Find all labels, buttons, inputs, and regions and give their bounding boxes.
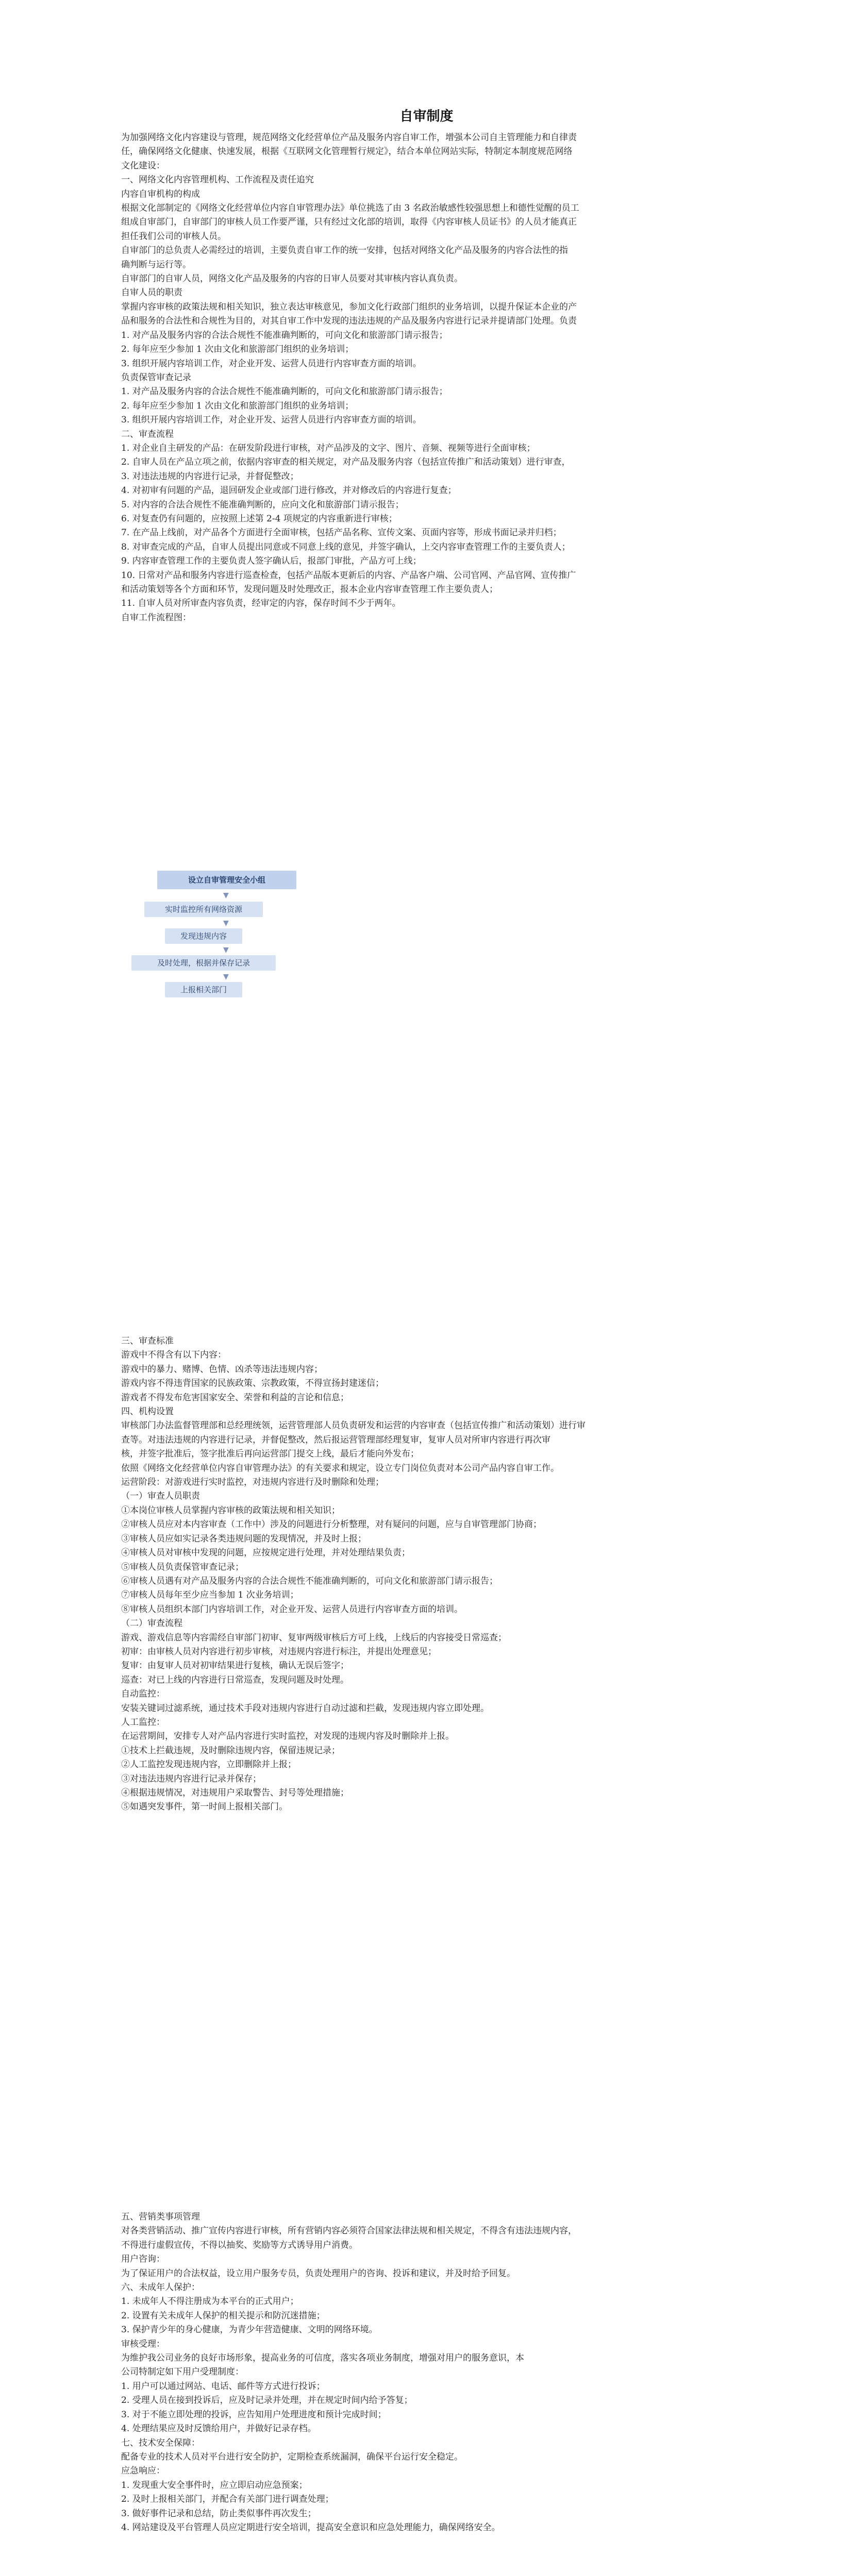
- section-1-text: [121, 131, 732, 625]
- text-line: 7. 在产品上线前，对产品各个方面进行全面审核，包括产品名称、宣传文案、页面内容等，形成书面记录并归档；: [121, 528, 562, 538]
- text-line: 确判断与运行等。: [121, 259, 191, 270]
- text-line: 为加强网络文化内容建设与管理，规范网络文化经营单位产品及服务内容自审工作，增强本公司自主管理能力和自律责: [121, 132, 577, 143]
- text-line: 掌握内容审核的政策法规和相关知识，独立表达审核意见，参加文化行政部门组织的业务培训，以提升保证本企业的产: [121, 301, 577, 312]
- text-line: 游戏、游戏信息等内容需经自审部门初审、复审两级审核后方可上线，上线后的内容接受日常巡查；: [121, 1632, 507, 1643]
- text-line: 自动监控：: [121, 1689, 165, 1700]
- text-line: ①本岗位审核人员掌握内容审核的政策法规和相关知识；: [121, 1505, 340, 1516]
- text-line: 内容自审机构的构成: [121, 189, 200, 199]
- text-line: 公司特制定如下用户受理制度：: [121, 2367, 244, 2378]
- text-line: 11. 自审人员对所审查内容负责，经审定的内容，保存时间不少于两年。: [121, 598, 401, 609]
- flow-arrow-icon: ▼: [223, 891, 229, 900]
- text-line: 4. 网站建设及平台管理人员应定期进行安全培训，提高安全意识和应急处理能力，确保网络安全。: [121, 2522, 500, 2533]
- text-line: 自审部门的自审人员，网络文化产品及服务的内容的日审人员要对其审核内容认真负责。: [121, 274, 463, 284]
- text-line: 自审部门的总负责人必需经过的培训，主要负责自审工作的统一安排，包括对网络文化产品及服务的内容合法性的指: [121, 245, 568, 256]
- text-line: 2. 自审人员在产品立项之前，依据内容审查的相关规定，对产品及服务内容（包括宣传推广和活动策划）进行审查，: [121, 457, 571, 468]
- flow-arrow-icon: ▼: [223, 946, 229, 954]
- text-line: 为维护我公司业务的良好市场形象，提高业务的可信度，落实各项业务制度，增强对用户的服务意识，本: [121, 2353, 524, 2364]
- document-body-part-2: [121, 1334, 732, 1815]
- text-line: 文化建设：: [121, 160, 165, 171]
- flowchart-step-3: 及时处理，根据并保存记录: [131, 955, 276, 971]
- text-line: 七、技术安全保障：: [121, 2437, 200, 2448]
- text-line: 审核部门办法监督管理部和总经理统领，运营管理部人员负责研发和运营的内容审查（包括宣传推广和活动策划）进行审: [121, 1420, 586, 1431]
- text-line: ②审核人员应对本内容审查（工作中）涉及的问题进行分析整理，对有疑问的问题，应与自审管理部门协商；: [121, 1519, 542, 1530]
- text-line: 2. 每年应至少参加 1 次由文化和旅游部门组织的业务培训；: [121, 400, 354, 411]
- text-line: ⑥审核人员遇有对产品及服务内容的合法合规性不能准确判断的，可向文化和旅游部门请示报告；: [121, 1575, 498, 1586]
- text-line: 1. 发现重大安全事件时，应立即启动应急预案；: [121, 2480, 308, 2490]
- text-line: 3. 组织开展内容培训工作，对企业开发、运营人员进行内容审查方面的培训。: [121, 415, 422, 426]
- text-line: 1. 对产品及服务内容的合法合规性不能准确判断的，可向文化和旅游部门请示报告；: [121, 330, 448, 341]
- text-line: 自审人员的职责: [121, 287, 182, 298]
- text-line: 自审工作流程图：: [121, 612, 191, 623]
- text-line: 为了保证用户的合法权益，设立用户服务专员，负责处理用户的咨询、投诉和建议，并及时给予回复。: [121, 2268, 515, 2279]
- text-line: 9. 内容审查管理工作的主要负责人签字确认后，报部门审批，产品方可上线；: [121, 556, 422, 567]
- text-line: 五、营销类事项管理: [121, 2212, 200, 2222]
- flow-arrow-icon: ▼: [223, 919, 229, 927]
- text-line: 对各类营销活动、推广宣传内容进行审核，所有营销内容必须符合国家法律法规和相关规定，不得含有违法违规内容，: [121, 2226, 577, 2236]
- text-line: 初审：由审核人员对内容进行初步审核，对违规内容进行标注，并提出处理意见；: [121, 1646, 437, 1657]
- text-line: 5. 对内容的合法合规性不能准确判断的，应向文化和旅游部门请示报告；: [121, 499, 404, 510]
- text-line: 不得进行虚假宣传，不得以抽奖、奖励等方式诱导用户消费。: [121, 2240, 358, 2250]
- text-line: 游戏中的暴力、赌博、色情、凶杀等违法违规内容；: [121, 1364, 323, 1375]
- text-line: ⑤如遇突发事件，第一时间上报相关部门。: [121, 1802, 288, 1812]
- text-line: ⑧审核人员组织本部门内容培训工作，对企业开发、运营人员进行内容审查方面的培训。: [121, 1604, 463, 1615]
- text-line: 1. 对产品及服务内容的合法合规性不能准确判断的，可向文化和旅游部门请示报告；: [121, 386, 448, 397]
- text-line: 安装关键词过滤系统，通过技术手段对违规内容进行自动过滤和拦截，发现违规内容立即处理。: [121, 1703, 489, 1714]
- text-line: 2. 及时上报相关部门，并配合有关部门进行调查处理；: [121, 2494, 334, 2505]
- text-line: 1. 未成年人不得注册成为本平台的正式用户；: [121, 2296, 299, 2307]
- text-line: 3. 对违法违规的内容进行记录，并督促整改；: [121, 471, 299, 482]
- flowchart-step-4: 上报相关部门: [165, 982, 242, 997]
- text-line: 配备专业的技术人员对平台进行安全防护，定期检查系统漏洞，确保平台运行安全稳定。: [121, 2451, 463, 2462]
- review-flowchart: [121, 871, 389, 1056]
- flowchart-step-2: 发现违规内容: [165, 928, 242, 944]
- text-line: 组成自审部门，自审部门的审核人员工作要严谨，只有经过文化部的培训，取得《内容审核人员证书》的人员才能真正: [121, 217, 577, 228]
- text-line: 3. 做好事件记录和总结，防止类似事件再次发生；: [121, 2508, 316, 2519]
- text-line: 人工监控：: [121, 1717, 165, 1727]
- text-line: 六、未成年人保护：: [121, 2282, 200, 2293]
- text-line: 10. 日常对产品和服务内容进行巡查检查，包括产品版本更新后的内容、产品客户端、公司官网、产品官网、宣传推广: [121, 570, 576, 581]
- text-line: ③对违法违规内容进行记录并保存；: [121, 1773, 261, 1784]
- text-line: ③审核人员应如实记录各类违规问题的发现情况，并及时上报；: [121, 1533, 366, 1544]
- text-line: 2. 受理人员在接到投诉后，应及时记录并处理，并在规定时间内给予答复；: [121, 2395, 413, 2406]
- text-line: 游戏内容不得违背国家的民族政策、宗教政策，不得宣扬封建迷信；: [121, 1378, 384, 1389]
- text-line: 依照《网络文化经营单位内容自审管理办法》的有关要求和规定，设立专门岗位负责对本公司产品内容自审工作。: [121, 1463, 559, 1473]
- text-line: 4. 处理结果应及时反馈给用户，并做好记录存档。: [121, 2424, 316, 2434]
- text-line: ④根据违规情况，对违规用户采取警告、封号等处理措施；: [121, 1788, 349, 1798]
- flowchart-step-1: 实时监控所有网络资源: [144, 902, 263, 917]
- text-line: 1. 对企业自主研发的产品：在研发阶段进行审核，对产品涉及的文字、图片、音频、视频等进行全面审核；: [121, 443, 536, 453]
- text-line: 6. 对复查仍有问题的，应按照上述第 2-4 项规定的内容重新进行审核；: [121, 513, 397, 524]
- text-line: 应急响应：: [121, 2466, 165, 2477]
- text-line: 3. 保护青少年的身心健康，为青少年营造健康、文明的网络环境。: [121, 2325, 378, 2335]
- text-line: 巡查：对已上线的内容进行日常巡查，发现问题及时处理。: [121, 1674, 349, 1685]
- text-line: ⑦审核人员每年至少应当参加 1 次业务培训；: [121, 1590, 299, 1601]
- section-3-text: [121, 2210, 732, 2535]
- text-line: 用户咨询：: [121, 2254, 165, 2265]
- text-line: （一）审查人员职责: [121, 1491, 200, 1502]
- text-line: 核，并签字批准后，签字批准后再向运营部门提交上线，最后才能向外发布；: [121, 1449, 419, 1460]
- flow-arrow-icon: ▼: [223, 973, 229, 981]
- text-line: ④审核人员对审核中发现的问题，应按规定进行处理，并对处理结果负责；: [121, 1548, 410, 1558]
- text-line: 游戏者不得发布危害国家安全、荣誉和利益的言论和信息；: [121, 1392, 349, 1403]
- text-line: 审核受理：: [121, 2338, 165, 2349]
- text-line: ②人工监控发现违规内容，立即删除并上报；: [121, 1759, 296, 1770]
- text-line: 运营阶段：对游戏进行实时监控，对违规内容进行及时删除和处理；: [121, 1477, 384, 1488]
- text-line: 任，确保网络文化健康、快速发展，根据《互联网文化管理暂行规定》，结合本单位网站实际，特制定本制度规范网络: [121, 146, 573, 157]
- document-body-part-3: [121, 2210, 732, 2535]
- text-line: （二）审查流程: [121, 1618, 182, 1629]
- text-line: ①技术上拦截违规，及时删除违规内容，保留违规记录；: [121, 1745, 340, 1756]
- text-line: 根据文化部制定的《网络文化经营单位内容自审管理办法》单位挑选了由 3 名政治敏感性较强思想上和德性觉醒的员工: [121, 203, 579, 214]
- flowchart-head-box: 设立自审管理安全小组: [157, 871, 296, 889]
- document-title: 自审制度: [399, 109, 454, 124]
- document-body-part-1: [121, 106, 732, 625]
- text-line: 游戏中不得含有以下内容：: [121, 1350, 226, 1361]
- text-line: 在运营期间，安排专人对产品内容进行实时监控，对发现的违规内容及时删除并上报。: [121, 1731, 454, 1742]
- text-line: 4. 对初审有问题的产品，退回研发企业或部门进行修改，并对修改后的内容进行复查；: [121, 485, 457, 496]
- text-line: 3. 组织开展内容培训工作，对企业开发、运营人员进行内容审查方面的培训。: [121, 358, 422, 369]
- text-line: 2. 设置有关未成年人保护的相关提示和防沉迷措施；: [121, 2310, 325, 2321]
- text-line: 查等。对违法违规的内容进行记录，并督促整改，然后报运营管理部经理复审，复审人员对所审内容进行再次审: [121, 1434, 550, 1445]
- text-line: 三、审查标准: [121, 1336, 174, 1346]
- text-line: 1. 用户可以通过网站、电话、邮件等方式进行投诉；: [121, 2381, 325, 2392]
- text-line: 复审：由复审人员对初审结果进行复核，确认无误后签字；: [121, 1660, 349, 1671]
- text-line: 8. 对审查完成的产品，自审人员提出同意或不同意上线的意见，并签字确认，上交内容审查管理工作的主要负责人；: [121, 541, 571, 552]
- text-line: 二、审查流程: [121, 429, 174, 439]
- section-2-text: [121, 1334, 732, 1815]
- text-line: ⑤审核人员负责保管审查记录；: [121, 1562, 244, 1572]
- text-line: 一、网络文化内容管理机构、工作流程及责任追究: [121, 175, 314, 185]
- text-line: 3. 对于不能立即处理的投诉，应告知用户处理进度和预计完成时间；: [121, 2409, 387, 2420]
- text-line: 负责保管审查记录: [121, 372, 191, 383]
- text-line: 2. 每年应至少参加 1 次由文化和旅游部门组织的业务培训；: [121, 344, 354, 355]
- text-line: 和活动策划等各个方面和环节，发现问题及时处理改正，报本企业内容审查管理工作主要负责人；: [121, 584, 498, 595]
- text-line: 担任我们公司的审核人员。: [121, 231, 226, 242]
- text-line: 四、机构设置: [121, 1406, 174, 1417]
- text-line: 品和服务的合法性和合规性为目的，对其自审工作中发现的违法违规的产品及服务内容进行记录并提请部门处理。负责: [121, 316, 577, 327]
